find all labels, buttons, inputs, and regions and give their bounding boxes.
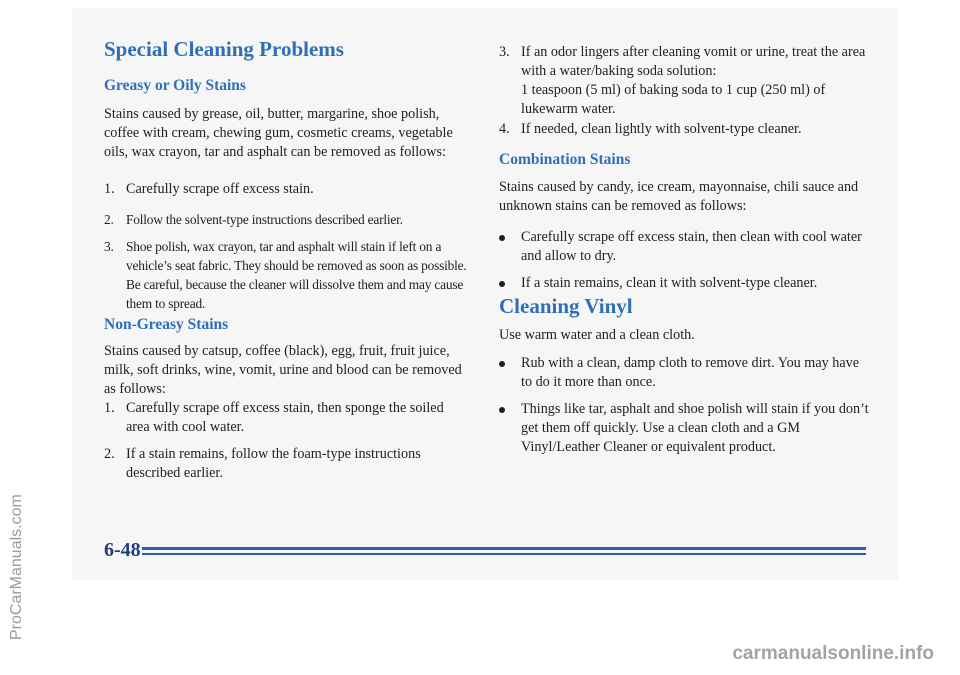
footer-rule-thin (142, 553, 866, 555)
section-title-special-cleaning: Special Cleaning Problems (104, 37, 344, 61)
manual-page: Special Cleaning Problems Greasy or Oily Stains Stains caused by grease, oil, butter, margarine, shoe polish, coffee with cream, chewing gum, cosmetic creams, vegetable oils, wax crayon, tar and asphalt can be removed as follows: 1. Carefully scrape off excess stain. 2. Follow the solvent-type instructions described earlier. 3. Shoe polish, wax crayon, tar and asphalt will stain if left on a vehicle’s seat fabric. They should be removed as soon as possible. Be careful, because the cleaner will dissolve them and may cause them to spread. Non-Greasy Stains Stains caused by catsup, coffee (black), egg, fruit, fruit juice, milk, soft drinks, wine, vomit, urine and blood can be removed as follows: 1. Carefully scrape off excess stain, then sponge the soiled area with cool water. 2. If a stain remains, follow the foam-type instructions described earlier. 3. If an odor lingers after cleaning vomit or urine, treat the area with a water/baking soda solution: 1 teaspoon (5 ml) of baking soda to 1 cup (250 ml) of lukewarm water. 4. If needed, clean lightly with solvent-type cleaner. Combination Stains Stains caused by candy, ice cream, mayonnaise, chili sauce and unknown stains can be removed as follows: Carefully scrape off excess stain, then clean with cool water and allow to dry. If a stain remains, clean it with solvent-type cleaner. Cleaning Vinyl Use warm water and a clean cloth. Rub with a clean, damp cloth to remove dirt. You may have to do it more than once. Things like tar, asphalt and shoe polish will stain if you don’t get them off quickly. Use a clean cloth and a GM Vinyl/Leather Cleaner or equivalent product. 6-48 (72, 8, 898, 580)
bullet-icon (499, 361, 505, 367)
non-greasy-intro: Stains caused by catsup, coffee (black), egg, fruit, fruit juice, milk, soft drinks, wine, vomit, urine and blood can be removed as follows: (104, 343, 462, 397)
bullet-icon (499, 281, 505, 287)
bullet-icon (499, 407, 505, 413)
heading-combination-stains: Combination Stains (499, 151, 631, 168)
page-number: 6-48 (104, 539, 141, 561)
watermark-text: ProCarManuals.com (8, 494, 25, 640)
vinyl-intro: Use warm water and a clean cloth. (499, 327, 695, 343)
section-title-cleaning-vinyl: Cleaning Vinyl (499, 294, 633, 318)
site-footer: carmanualsonline.info (732, 643, 934, 664)
greasy-intro: Stains caused by grease, oil, butter, margarine, shoe polish, coffee with cream, chewing gum, cosmetic creams, vegetable oils, wax crayon, tar and asphalt can be removed as follows: (104, 106, 453, 160)
heading-greasy-stains: Greasy or Oily Stains (104, 77, 246, 94)
bullet-icon (499, 235, 505, 241)
combination-intro: Stains caused by candy, ice cream, mayonnaise, chili sauce and unknown stains can be removed as follows: (499, 179, 859, 214)
footer-rule (142, 547, 866, 550)
heading-non-greasy-stains: Non-Greasy Stains (104, 316, 229, 333)
